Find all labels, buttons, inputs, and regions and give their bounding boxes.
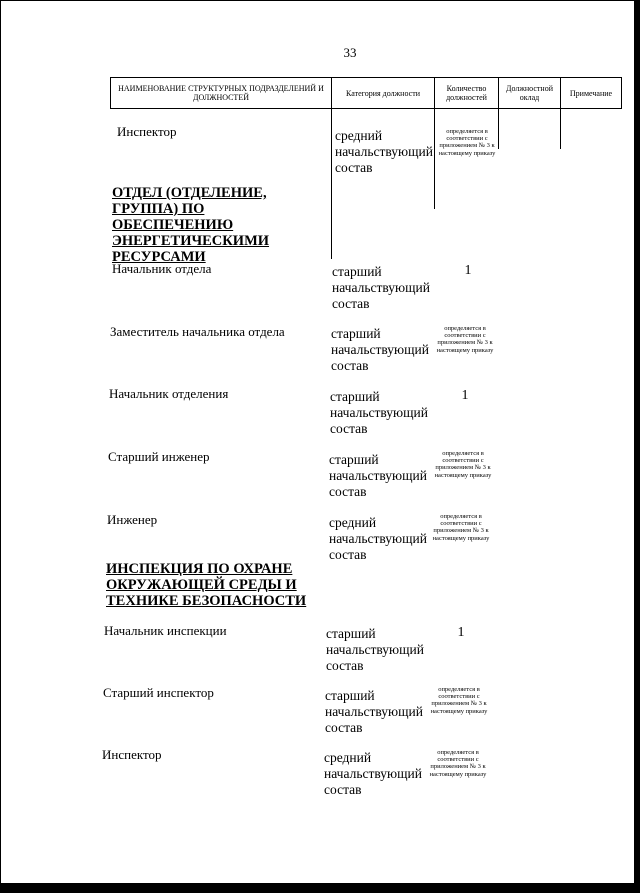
position-name: Заместитель начальника отдела: [110, 324, 285, 339]
column-rule-category: [331, 109, 332, 259]
position-category: старший начальствующий состав: [331, 326, 429, 373]
position-name: Начальник отдела: [112, 261, 212, 276]
position-category: старший начальствующий состав: [325, 688, 423, 735]
position-name: Инспектор: [102, 747, 162, 762]
position-category: средний начальствующий состав: [329, 515, 427, 562]
header-salary: Должностной оклад: [498, 77, 560, 109]
quantity-note: определяется в соответствии с приложением № 3 к настоящему приказу: [434, 450, 492, 479]
quantity-note: определяется в соответствии с приложением № 3 к настоящему приказу: [436, 325, 494, 354]
header-note: Примечание: [560, 77, 622, 109]
position-category: старший начальствующий состав: [326, 626, 424, 673]
header-category: Категория должности: [331, 77, 434, 109]
section-heading: ИНСПЕКЦИЯ ПО ОХРАНЕ ОКРУЖАЮЩЕЙ СРЕДЫ И ТЕХНИКЕ БЕЗОПАСНОСТИ: [106, 561, 307, 609]
position-category: старший начальствующий состав: [329, 452, 427, 499]
position-name: Старший инженер: [108, 449, 210, 464]
position-name: Начальник отделения: [109, 386, 229, 401]
quantity-note: определяется в соответствии с приложением № 3 к настоящему приказу: [430, 686, 488, 715]
quantity-note: определяется в соответствии с приложением № 3 к настоящему приказу: [432, 513, 490, 542]
position-category: средний начальствующий состав: [324, 750, 422, 797]
scan-edge-bottom: [0, 883, 640, 893]
column-rule-salary: [498, 109, 499, 149]
position-category: старший начальствующий состав: [332, 264, 430, 311]
page-number: 33: [343, 45, 357, 60]
position-name: Старший инспектор: [103, 685, 214, 700]
position-category: старший начальствующий состав: [330, 389, 428, 436]
header-unit: НАИМЕНОВАНИЕ СТРУКТУРНЫХ ПОДРАЗДЕЛЕНИЙ И ДОЛЖНОСТЕЙ: [110, 77, 331, 109]
quantity-note: определяется в соответствии с приложением № 3 к настоящему приказу: [438, 128, 496, 157]
position-name: Инспектор: [117, 124, 177, 139]
position-category: средний начальствующий состав: [335, 128, 433, 175]
quantity-note: определяется в соответствии с приложением № 3 к настоящему приказу: [429, 749, 487, 778]
quantity-value: 1: [457, 625, 465, 640]
section-heading: ОТДЕЛ (ОТДЕЛЕНИЕ, ГРУППА) ПО ОБЕСПЕЧЕНИЮ ЭНЕРГЕТИЧЕСКИМИ РЕСУРСАМИ: [112, 185, 270, 265]
quantity-value: 1: [464, 263, 472, 278]
position-name: Начальник инспекции: [104, 623, 227, 638]
header-quantity: Количество должностей: [434, 77, 498, 109]
scan-edge-right: [634, 0, 640, 893]
column-rule-note: [560, 109, 561, 149]
position-name: Инженер: [107, 512, 158, 527]
quantity-value: 1: [461, 388, 469, 403]
